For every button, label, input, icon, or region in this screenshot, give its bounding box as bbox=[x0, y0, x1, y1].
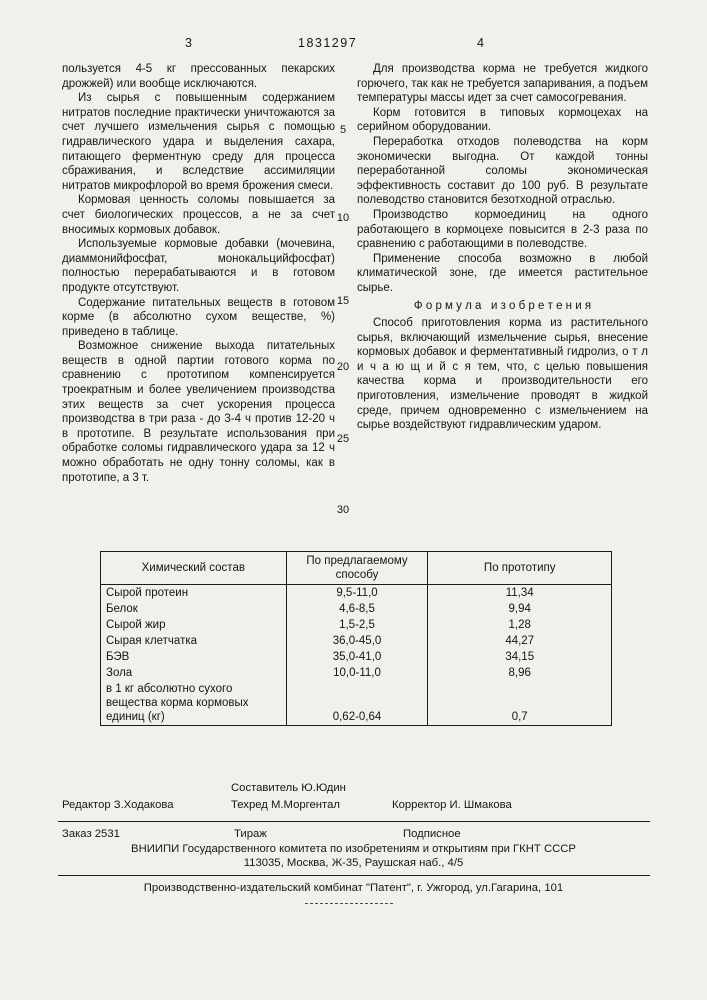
line-number: 5 bbox=[339, 124, 347, 136]
row-label: в 1 кг абсолютно сухого вещества корма кормовых единиц (кг) bbox=[106, 683, 249, 723]
paragraph: Возможное снижение выхода питательных веществ в одной партии готового корма по сравнению с прототипом компенсируется троекратным и более увеличением производства этих веществ за счет ускорения процесса производства в три раза - до 3-4 ч против 12-20 ч в прототипе. В результате использования при обработке соломы гидравлического удара за 12 ч можно обработать не одну тонну соломы, как в прототипе, а 3 т. bbox=[62, 340, 335, 484]
value-prototype: 44,27 bbox=[428, 633, 612, 649]
divider-line bbox=[58, 821, 650, 822]
line-number: 25 bbox=[336, 433, 350, 445]
value-prototype: 11,34 bbox=[428, 585, 612, 602]
patent-number: 1831297 bbox=[298, 36, 358, 50]
value-proposed: 9,5-11,0 bbox=[286, 585, 428, 602]
row-label: Зола bbox=[106, 667, 133, 679]
page-number-left: 3 bbox=[185, 36, 192, 50]
paragraph: Содержание питательных веществ в готовом корме (в абсолютно сухом веществе, %) приведено в таблице. bbox=[62, 296, 335, 338]
value-proposed: 1,5-2,5 bbox=[286, 617, 428, 633]
paragraph: Корм готовится в типовых кормоцехах на серийном оборудовании. bbox=[357, 106, 648, 134]
compiler-credit: Составитель Ю.Юдин bbox=[231, 782, 346, 794]
table-header: Химический состав bbox=[101, 552, 287, 585]
paragraph: Производство кормоединиц на одного работающего в кормоцехе повысится в 2-3 раза по сравнению с работающими в полеводстве. bbox=[357, 208, 648, 251]
dashed-underline bbox=[305, 903, 393, 904]
table-header: По предлагаемому способу bbox=[286, 552, 428, 585]
paragraph: Применение способа возможно в любой климатической зоне, где имеется растительное сырье. bbox=[357, 252, 648, 294]
right-column bbox=[357, 62, 648, 433]
composition-table bbox=[100, 551, 612, 726]
table-row bbox=[101, 617, 612, 633]
paragraph: Для производства корма не требуется жидкого горючего, так как не требуется запаривания, а подъем температуры массы идет за счет самосогревания. bbox=[357, 63, 648, 105]
line-number: 20 bbox=[336, 361, 350, 373]
formula-title: Ф о р м у л а и з о б р е т е н и я bbox=[413, 299, 592, 312]
techred-credit: Техред М.Моргентал bbox=[231, 799, 340, 811]
value-proposed: 4,6-8,5 bbox=[286, 601, 428, 617]
publisher-line-1: ВНИИПИ Государственного комитета по изобретениям и открытиям при ГКНТ СССР bbox=[131, 843, 576, 855]
subscription-label: Подписное bbox=[403, 828, 461, 840]
publisher-address: 113035, Москва, Ж-35, Раушская наб., 4/5 bbox=[243, 857, 464, 869]
table-row bbox=[101, 633, 612, 649]
divider-line bbox=[58, 875, 650, 876]
table-row bbox=[101, 665, 612, 681]
print-run-label: Тираж bbox=[234, 828, 267, 840]
value-prototype: 34,15 bbox=[428, 649, 612, 665]
row-label: Сырая клетчатка bbox=[106, 635, 198, 647]
value-prototype: 0,7 bbox=[428, 681, 612, 726]
table-header: По прототипу bbox=[428, 552, 612, 585]
paragraph: Переработка отходов полеводства на корм экономически выгодна. От каждой тонны переработанной соломы экономическая эффективность составит до 100 руб. В результате полеводство становится безотходной отраслью. bbox=[357, 135, 648, 207]
row-label: Белок bbox=[106, 603, 138, 615]
value-proposed: 0,62-0,64 bbox=[286, 681, 428, 726]
value-prototype: 8,96 bbox=[428, 665, 612, 681]
table-row bbox=[101, 681, 612, 726]
row-label: Сырой жир bbox=[106, 619, 166, 631]
order-number: Заказ 2531 bbox=[62, 828, 120, 840]
page-number-right: 4 bbox=[477, 36, 484, 50]
printing-house-line: Производственно-издательский комбинат "Патент", г. Ужгород, ул.Гагарина, 101 bbox=[143, 882, 564, 894]
editor-credit: Редактор З.Ходакова bbox=[62, 799, 174, 811]
paragraph: Используемые кормовые добавки (мочевина, диаммонийфосфат, монокальцийфосфат) полностью перерабатываются и в готовом продукте отсутствуют. bbox=[62, 238, 335, 294]
left-column bbox=[62, 62, 335, 485]
table-row bbox=[101, 585, 612, 602]
line-number: 15 bbox=[336, 295, 350, 307]
value-proposed: 36,0-45,0 bbox=[286, 633, 428, 649]
paragraph: пользуется 4-5 кг прессованных пекарских дрожжей) или вообще исключаются. bbox=[62, 63, 335, 90]
value-prototype: 9,94 bbox=[428, 601, 612, 617]
row-label: Сырой протеин bbox=[106, 587, 189, 599]
value-proposed: 10,0-11,0 bbox=[286, 665, 428, 681]
corrector-credit: Корректор И. Шмакова bbox=[392, 799, 512, 811]
value-prototype: 1,28 bbox=[428, 617, 612, 633]
paragraph: Кормовая ценность соломы повышается за счет биологических процессов, а не за счет вносимых кормовых добавок. bbox=[62, 194, 335, 236]
line-number: 10 bbox=[336, 212, 350, 224]
row-label: БЭВ bbox=[106, 651, 130, 663]
formula-text: Способ приготовления корма из растительного сырья, включающий измельчение сырья, внесение кормовых добавок и ферментативный гидролиз, о т л и ч а ю щ и й с я тем, что, с целью повышения качества корма и производительности его приготовления, измельчение проводят в жидкой среде, причем одновременно с измельчением на сырье воздействуют гидравлическим ударом. bbox=[357, 317, 648, 432]
table-header-row bbox=[101, 552, 612, 585]
line-number: 30 bbox=[336, 504, 350, 516]
table-row bbox=[101, 649, 612, 665]
value-proposed: 35,0-41,0 bbox=[286, 649, 428, 665]
table-row bbox=[101, 601, 612, 617]
paragraph: Из сырья с повышенным содержанием нитратов последние практически уничтожаются за счет лучшего измельчения сырья с помощью гидравлического удара и выделения сахара, питающего ферментную среду для процесса сбраживания, и вследствие ассимиляции нитратов микрофлорой во время брожения смеси. bbox=[62, 92, 335, 192]
